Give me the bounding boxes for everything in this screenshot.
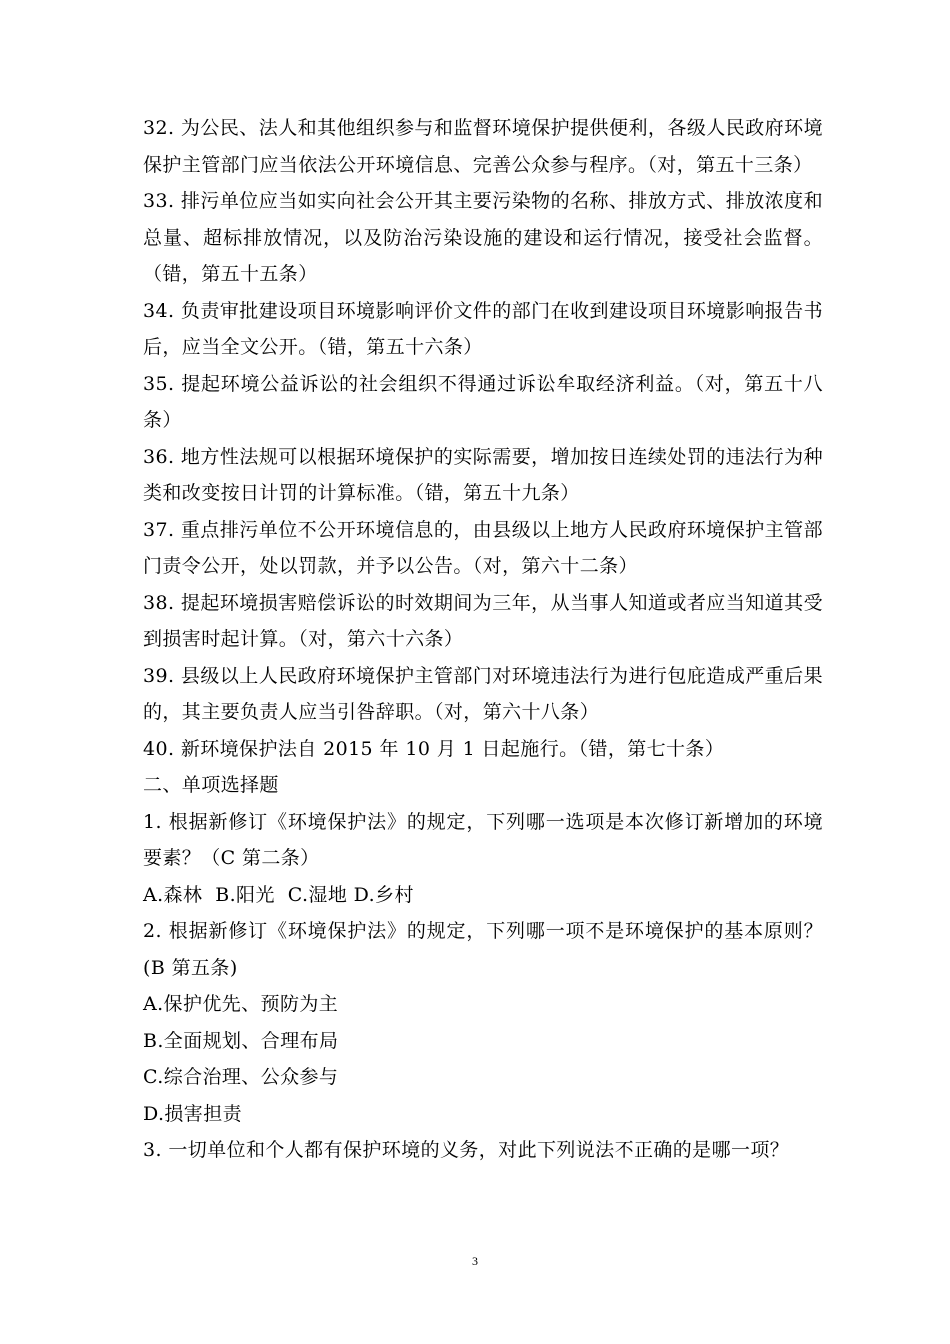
choice-question-2: 2. 根据新修订《环境保护法》的规定，下列哪一项不是环境保护的基本原则？(B 第五条) xyxy=(143,920,823,979)
choice-question-3: 3. 一切单位和个人都有保护环境的义务，对此下列说法不正确的是哪一项？ xyxy=(143,1139,790,1161)
question-36: 36. 地方性法规可以根据环境保护的实际需要，增加按日连续处罚的违法行为种类和改变按日计罚的计算标准。（错，第五十九条） xyxy=(143,445,823,504)
question-32: 32. 为公民、法人和其他组织参与和监督环境保护提供便利，各级人民政府环境保护主管部门应当依法公开环境信息、完善公众参与程序。（对，第五十三条） xyxy=(143,117,823,176)
choice-question-2-option-d: D.损害担责 xyxy=(143,1102,242,1125)
question-38: 38. 提起环境损害赔偿诉讼的时效期间为三年，从当事人知道或者应当知道其受到损害时起计算。（对，第六十六条） xyxy=(143,591,823,650)
choice-question-1-options: A.森林 B.阳光 C.湿地 D.乡村 xyxy=(143,883,414,906)
choice-question-1: 1. 根据新修订《环境保护法》的规定，下列哪一选项是本次修订新增加的环境要素？（C 第二条） xyxy=(143,810,823,869)
question-33: 33. 排污单位应当如实向社会公开其主要污染物的名称、排放方式、排放浓度和总量、超标排放情况，以及防治污染设施的建设和运行情况，接受社会监督。（错，第五十五条） xyxy=(143,190,823,285)
question-34: 34. 负责审批建设项目环境影响评价文件的部门在收到建设项目环境影响报告书后，应当全文公开。（错，第五十六条） xyxy=(143,299,823,358)
question-39: 39. 县级以上人民政府环境保护主管部门对环境违法行为进行包庇造成严重后果的，其主要负责人应当引咎辞职。（对，第六十八条） xyxy=(143,664,823,723)
page-number: 3 xyxy=(472,1254,478,1268)
document-body xyxy=(143,110,823,1169)
question-35: 35. 提起环境公益诉讼的社会组织不得通过诉讼牟取经济利益。（对，第五十八条） xyxy=(143,372,823,431)
question-37: 37. 重点排污单位不公开环境信息的，由县级以上地方人民政府环境保护主管部门责令公开，处以罚款，并予以公告。（对，第六十二条） xyxy=(143,518,823,577)
question-40: 40. 新环境保护法自 2015 年 10 月 1 日起施行。（错，第七十条） xyxy=(143,737,725,760)
section-heading: 二、单项选择题 xyxy=(143,774,279,796)
choice-question-2-option-c: C.综合治理、公众参与 xyxy=(143,1066,339,1088)
choice-question-2-option-a: A.保护优先、预防为主 xyxy=(143,993,339,1015)
choice-question-2-option-b: B.全面规划、合理布局 xyxy=(143,1029,339,1052)
